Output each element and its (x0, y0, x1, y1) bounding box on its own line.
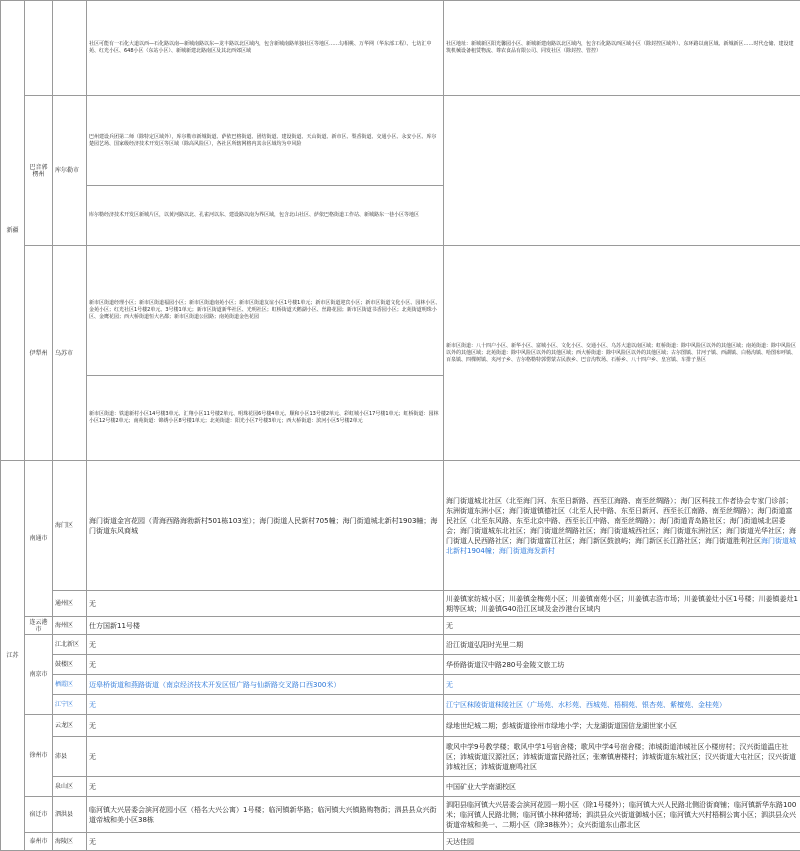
low-risk-cell: 社区地址：新城新区阳光馨园小区、新城新建南路以北区域内，包含石化路以西区域小区（除封控区域外）、东环路以南区域、新城新区……时代仓储、建设建筑机械设备租赁物流、尊农食品有限公司、同发社区（除封控、管控） (444, 1, 800, 96)
district-cell: 海陵区 (53, 833, 87, 851)
low-risk-cell: 华侨路街道汉中路280号金陵文旅工坊 (444, 655, 800, 675)
city-cell: 伊犁州 (25, 246, 53, 461)
province-cell: 江苏 (1, 461, 25, 851)
low-risk-cell (444, 96, 800, 246)
district-cell (53, 1, 87, 96)
city-cell: 连云港市 (25, 617, 53, 635)
low-risk-cell: 天达佳园 (444, 833, 800, 851)
district-cell: 栖霞区 (53, 675, 87, 695)
city-cell: 巴音郭楞州 (25, 96, 53, 246)
district-cell: 通州区 (53, 591, 87, 617)
medium-risk-cell: 海门街道金宫花园（青海西路海勃新村501栋103室）；海门街道人民新村705幢；海门街道城北新村1903幢；海门街道东风商城 (87, 461, 444, 591)
medium-risk-cell: 迈皋桥街道和燕路街道（南京经济技术开发区恒广路与仙新路交叉路口西300米） (87, 675, 444, 695)
province-cell: 新疆 (1, 1, 25, 461)
district-cell: 海门区 (53, 461, 87, 591)
low-risk-cell: 海门街道城北社区（北至海门河、东至日新路、西至江海路、南至丝绸路）；海门区科技工作者协会专家门诊部；东洲街道东洲小区；海门街道镇德社区（北至人民中路、东至日新河、西至长江南路、南至丝绸路）；海门街道富民社区（北至东风路、东至北京中路、西至长江中路、南至丝绸路）；海门街道青岛路社区；海门街道城北居委会；海门街道城东北社区；海门街道丝绸路社区；海门街道城西社区；海门街道东洲社区；海门街道光华社区；海门街道人民西路社区；海门街道富江社区；海门新区鼓浪屿；海门新区长江路社区；海门街道胜利社区海门街道城北新村1904幢；海门街道海发新村 (444, 461, 800, 591)
medium-risk-cell: 新市区街道：铁道新村小区14号楼3单元、汇翔小区11号楼2单元、明珠花园6号楼4单元、顺和小区13号楼2单元、彩虹城小区17号楼1单元；虹桥街道：园林小区12号楼2单元；南苑街道：锦绣小区8号楼1单元；北苑街道：阳光小区7号楼3单元；西大桥街道：滨河小区5号楼2单元 (87, 376, 444, 461)
medium-risk-cell: 无 (87, 737, 444, 777)
district-cell: 江北新区 (53, 635, 87, 655)
city-cell: 南京市 (25, 635, 53, 715)
low-risk-highlight: 海门街道城北新村1904幢；海门街道海发新村 (446, 537, 796, 555)
low-risk-cell: 沿江街道弘阳时光里二期 (444, 635, 800, 655)
city-cell: 徐州市 (25, 715, 53, 797)
city-cell: 泰州市 (25, 833, 53, 851)
medium-risk-cell: 新市区街道经理小区；新市区街道福园小区；新市区街道南苑小区；新市区街道友谊小区1号楼1单元；新市区街道迎宾小区；新市区街道文化小区、园林小区、金苑小区；红光社区1号楼2单元、3号楼1单元；新市区街道新华社区、光明社区；虹桥街道天鹅湖小区、丝路花园；新市区街道书香园小区；北苑街道明珠小区、金鹰花园；西大桥街道恒大名都；新市区街道公园路；南苑街道金色花园 (87, 246, 444, 376)
low-risk-cell: 中国矿业大学南湖校区 (444, 777, 800, 797)
medium-risk-cell: 无 (87, 777, 444, 797)
district-cell: 泗洪县 (53, 797, 87, 833)
medium-risk-cell: 临河镇大兴居委会滨河花园小区（梧名大兴公寓）1号楼；临河镇新华路；临河镇大兴镇路购物街；泗县县众兴街道帝城和美小区38栋 (87, 797, 444, 833)
city-cell (25, 1, 53, 96)
low-risk-cell: 新市区街道：八十四户小区、新华小区、富城小区、文化小区、交通小区、乌苏大道以南区域；虹桥街道：除中风险区以外的其他区域；南苑街道：除中风险区以外的其他区域；北苑街道：除中风险区以外的其他区域；西大桥街道：除中风险区以外的其他区域；古尔图镇、甘河子镇、西湖镇、白杨沟镇、哈图布呼镇、百泉镇、四棵树镇、夹河子乡、吉尔格勒特郭愣蒙古民族乡、巴音沟牧场、石桥乡、八十四户乡、皇宫镇、车排子垦区 (444, 246, 800, 461)
low-risk-cell: 江宁区秣陵街道秣陵社区（广场苑、水杉苑、西城苑、梧桐苑、银杏苑、紫檀苑、金桂苑） (444, 695, 800, 715)
low-risk-cell: 绿地世纪城二期；彭城街道徐州市绿地小学；大龙湖街道国信龙湖世家小区 (444, 715, 800, 737)
district-cell: 江宁区 (53, 695, 87, 715)
district-cell: 沛县 (53, 737, 87, 777)
medium-risk-cell: 库尔勒经济技术开发区新城片区，以黄河路以北、孔雀河以东、建设路以南为界区域，包含北山社区、萨依巴格街道工作站、新城路东一巷小区等地区 (87, 186, 444, 246)
district-cell: 乌苏市 (53, 246, 87, 461)
medium-risk-cell: 无 (87, 655, 444, 675)
city-cell: 南通市 (25, 461, 53, 617)
low-risk-cell: 歌风中学9号教学楼；歌风中学1号宿舍楼；歌风中学4号宿舍楼；沛城街道沛城社区小楼房村；汉兴街道温庄社区；沛城街道汉源社区；沛城街道富民路社区；张寨镇唐楼村；沛城街道东城社区；汉兴街道大屯社区；汉兴街道沛城社区；沛城街道鹿鸣社区 (444, 737, 800, 777)
low-risk-cell: 泗阳县临河镇大兴居委会滨河花园一期小区（除1号楼外）；临河镇大兴人民路北侧沿街商铺；临河镇新华东路100米；临河镇人民路北侧；临河镇小林种猪场；泗洪县众兴街道御城小区；临河镇大兴村梧桐公寓小区；泗洪县众兴街道帝城和美一、二期小区（除38栋外）；众兴街道东山郡北区 (444, 797, 800, 833)
medium-risk-cell: 无 (87, 695, 444, 715)
district-cell: 海州区 (53, 617, 87, 635)
medium-risk-cell: 无 (87, 635, 444, 655)
medium-risk-cell: 无 (87, 591, 444, 617)
medium-risk-cell: 社区可能有一石化大道以西—石化路以南—新城南路以东—龙丰路以北区域内，包含新城南路单独社区等地区……勾相桃、万华网（华东部工程）、七坊汇中苑、红光小区、648小区（东站小区）、新城新建北路南区及其北西郊区域 (87, 1, 444, 96)
low-risk-cell: 无 (444, 617, 800, 635)
district-cell: 库尔勒市 (53, 96, 87, 246)
city-cell: 宿迁市 (25, 797, 53, 833)
medium-risk-cell: 仕方国新11号楼 (87, 617, 444, 635)
medium-risk-cell: 无 (87, 715, 444, 737)
low-risk-cell: 川姜镇家纺城小区；川姜镇金梅苑小区；川姜镇南苑小区；川姜镇志浩市场；川姜镇姜灶小区1号楼；川姜镇姜灶1期等区域；川姜镇G40沿江区域及金沙港台区域内 (444, 591, 800, 617)
district-cell: 鼓楼区 (53, 655, 87, 675)
district-cell: 云龙区 (53, 715, 87, 737)
medium-risk-cell: 巴州建设兵团第二师（除特定区域外），库尔勒市新城街道、萨依巴格街道、团结街道、建设街道、天山街道、新市区、梨香街道、交通小区、永安小区、库尔楚园艺场、国家级经济技术开发区等区域（除高风险区），各社区所辖网格内其余区域均为中风险 (87, 96, 444, 186)
district-cell: 泉山区 (53, 777, 87, 797)
medium-risk-cell: 无 (87, 833, 444, 851)
low-risk-cell: 无 (444, 675, 800, 695)
